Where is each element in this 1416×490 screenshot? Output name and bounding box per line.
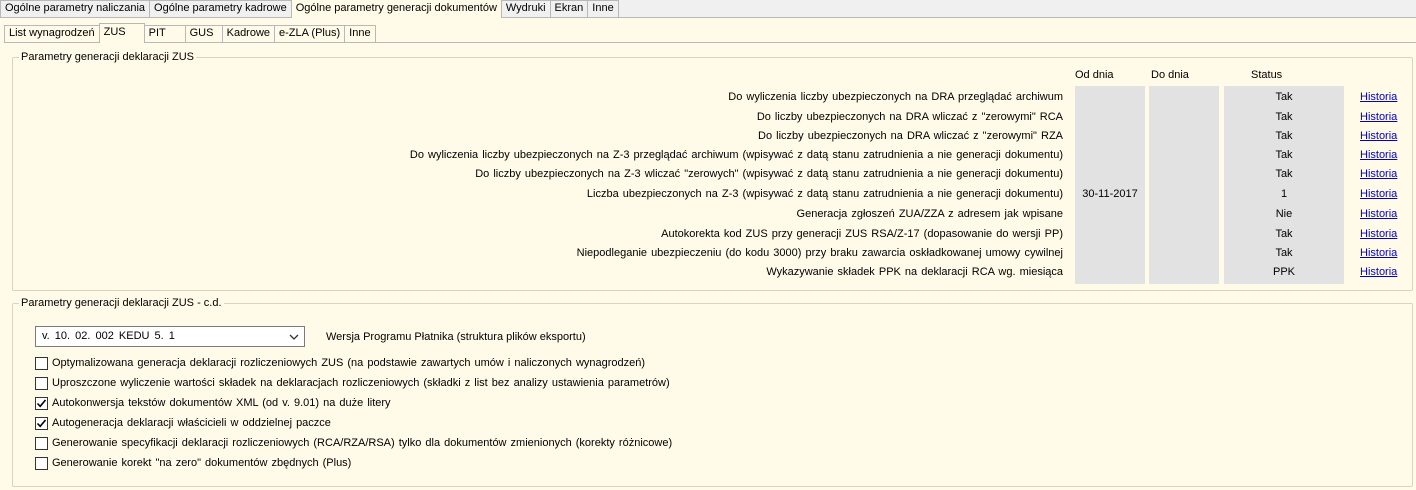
- status-cell[interactable]: Nie: [1224, 205, 1344, 225]
- checkbox-label: Generowanie specyfikacji deklaracji rozliczeniowych (RCA/RZA/RSA) tylko dla dokumentów zmienionych (korekty różnicowe): [52, 437, 673, 449]
- tab-inne[interactable]: Inne: [587, 0, 618, 17]
- parameter-row: [13, 165, 1412, 184]
- historia-link[interactable]: Historia: [1360, 228, 1398, 240]
- historia-link[interactable]: Historia: [1360, 168, 1398, 180]
- status-cell[interactable]: Tak: [1224, 127, 1344, 147]
- tab-ogolne-parametry-naliczania[interactable]: Ogólne parametry naliczania: [0, 0, 150, 17]
- checkmark-icon: [36, 398, 47, 409]
- od-dnia-cell[interactable]: [1075, 225, 1145, 245]
- sub-tab-bar: [4, 23, 1416, 43]
- historia-link[interactable]: Historia: [1360, 208, 1398, 220]
- do-dnia-cell[interactable]: [1149, 205, 1219, 225]
- historia-link[interactable]: Historia: [1360, 247, 1398, 259]
- option-checkbox-row[interactable]: [35, 455, 351, 471]
- parameter-label: Do wyliczenia liczby ubezpieczonych na DRA przeglądać archiwum: [728, 91, 1063, 103]
- column-header-do-dnia: Do dnia: [1151, 69, 1189, 81]
- status-cell[interactable]: Tak: [1224, 108, 1344, 128]
- historia-link[interactable]: Historia: [1360, 266, 1398, 278]
- historia-link[interactable]: Historia: [1360, 130, 1398, 142]
- parameter-label: Do wyliczenia liczby ubezpieczonych na Z-3 przeglądać archiwum (wpisywać z datą stanu zatrudnienia a nie generacji dokumentu): [409, 149, 1063, 161]
- status-cell[interactable]: PPK: [1224, 263, 1344, 283]
- zus-parameters-group: [12, 51, 1413, 291]
- od-dnia-cell[interactable]: [1075, 146, 1145, 166]
- option-checkbox-row[interactable]: [35, 375, 670, 391]
- tab-wydruki[interactable]: Wydruki: [501, 0, 551, 17]
- parameter-row: [13, 108, 1412, 127]
- do-dnia-cell[interactable]: [1149, 244, 1219, 264]
- group-title: Parametry generacji deklaracji ZUS - c.d.: [21, 297, 222, 309]
- historia-link[interactable]: Historia: [1360, 91, 1398, 103]
- parameter-label: Wykazywanie składek PPK na deklaracji RCA wg. miesiąca: [766, 266, 1063, 278]
- checkbox-label: Autogeneracja deklaracji właścicieli w oddzielnej paczce: [52, 417, 331, 429]
- checkbox[interactable]: [35, 457, 48, 470]
- status-cell[interactable]: Tak: [1224, 88, 1344, 108]
- main-tab-bar: [0, 0, 1416, 18]
- subtab-inne[interactable]: Inne: [344, 25, 375, 42]
- od-dnia-cell[interactable]: [1075, 244, 1145, 264]
- platnik-version-select[interactable]: [35, 326, 305, 347]
- parameter-row: [13, 205, 1412, 224]
- od-dnia-cell[interactable]: [1075, 205, 1145, 225]
- parameter-label: Niepodleganie ubezpieczeniu (do kodu 3000) przy braku zawarcia oskładkowanej umowy cywilnej: [576, 247, 1063, 259]
- parameter-row: [13, 88, 1412, 107]
- od-dnia-cell[interactable]: [1075, 108, 1145, 128]
- do-dnia-cell[interactable]: [1149, 225, 1219, 245]
- option-checkbox-row[interactable]: [35, 355, 645, 371]
- version-caption: Wersja Programu Płatnika (struktura plików eksportu): [326, 331, 586, 343]
- parameter-label: Autokorekta kod ZUS przy generacji ZUS RSA/Z-17 (dopasowanie do wersji PP): [661, 228, 1063, 240]
- parameter-row: [13, 263, 1412, 282]
- zus-parameters-continued-group: [12, 297, 1413, 487]
- parameter-row: [13, 146, 1412, 165]
- subtab-list-wynagrodzen[interactable]: List wynagrodzeń: [4, 25, 100, 42]
- option-checkbox-row[interactable]: [35, 435, 672, 451]
- subtab-pit[interactable]: PIT: [144, 25, 186, 42]
- checkbox[interactable]: [35, 417, 48, 430]
- subtab-e-zla[interactable]: e-ZLA (Plus): [274, 25, 345, 42]
- do-dnia-cell[interactable]: [1149, 88, 1219, 108]
- subtab-kadrowe[interactable]: Kadrowe: [222, 25, 275, 42]
- tab-ogolne-parametry-generacji-dokumentow[interactable]: Ogólne parametry generacji dokumentów: [291, 0, 502, 18]
- checkbox[interactable]: [35, 377, 48, 390]
- tab-ekran[interactable]: Ekran: [550, 0, 589, 17]
- do-dnia-cell[interactable]: [1149, 185, 1219, 205]
- parameter-row: [13, 225, 1412, 244]
- checkbox-label: Uproszczone wyliczenie wartości składek na deklaracjach rozliczeniowych (składki z list bez analizy ustawienia parametrów): [52, 377, 670, 389]
- subtab-zus[interactable]: ZUS: [99, 23, 145, 43]
- status-cell[interactable]: Tak: [1224, 146, 1344, 166]
- od-dnia-cell[interactable]: [1075, 127, 1145, 147]
- status-cell[interactable]: 1: [1224, 185, 1344, 205]
- od-dnia-cell[interactable]: [1075, 263, 1145, 283]
- parameter-label: Do liczby ubezpieczonych na DRA wliczać z "zerowymi" RCA: [756, 111, 1063, 123]
- selected-version: v. 10. 02. 002 KEDU 5. 1: [42, 330, 175, 342]
- od-dnia-cell[interactable]: [1075, 88, 1145, 108]
- parameter-label: Generacja zgłoszeń ZUA/ZZA z adresem jak wpisane: [796, 208, 1063, 220]
- od-dnia-cell[interactable]: [1075, 165, 1145, 185]
- group-title: Parametry generacji deklaracji ZUS: [21, 51, 195, 63]
- do-dnia-cell[interactable]: [1149, 127, 1219, 147]
- status-cell[interactable]: Tak: [1224, 244, 1344, 264]
- parameter-row: [13, 127, 1412, 146]
- option-checkbox-row[interactable]: [35, 415, 331, 431]
- checkmark-icon: [36, 418, 47, 429]
- column-header-od-dnia: Od dnia: [1075, 69, 1114, 81]
- checkbox[interactable]: [35, 357, 48, 370]
- parameter-label: Do liczby ubezpieczonych na DRA wliczać z "zerowymi" RZA: [758, 130, 1063, 142]
- column-header-status: Status: [1251, 69, 1283, 81]
- do-dnia-cell[interactable]: [1149, 165, 1219, 185]
- checkbox-label: Autokonwersja tekstów dokumentów XML (od v. 9.01) na duże litery: [52, 397, 391, 409]
- parameter-row: [13, 185, 1412, 204]
- checkbox[interactable]: [35, 437, 48, 450]
- status-cell[interactable]: Tak: [1224, 165, 1344, 185]
- checkbox-label: Generowanie korekt "na zero" dokumentów zbędnych (Plus): [52, 457, 352, 469]
- parameter-label: Do liczby ubezpieczonych na Z-3 wliczać "zerowych" (wpisywać z datą stanu zatrudnienia a nie generacji dokumentu): [475, 168, 1063, 180]
- checkbox[interactable]: [35, 397, 48, 410]
- historia-link[interactable]: Historia: [1360, 111, 1398, 123]
- historia-link[interactable]: Historia: [1360, 188, 1398, 200]
- do-dnia-cell[interactable]: [1149, 108, 1219, 128]
- tab-ogolne-parametry-kadrowe[interactable]: Ogólne parametry kadrowe: [149, 0, 292, 17]
- checkbox-label: Optymalizowana generacja deklaracji rozliczeniowych ZUS (na podstawie zawartych umów i naliczonych wynagrodzeń): [52, 357, 646, 369]
- od-dnia-cell[interactable]: 30-11-2017: [1075, 185, 1145, 205]
- parameter-label: Liczba ubezpieczonych na Z-3 (wpisywać z datą stanu zatrudnienia a nie generacji dokumentu): [586, 188, 1063, 200]
- subtab-gus[interactable]: GUS: [185, 25, 223, 42]
- option-checkbox-row[interactable]: [35, 395, 391, 411]
- do-dnia-cell[interactable]: [1149, 146, 1219, 166]
- status-cell[interactable]: Tak: [1224, 225, 1344, 245]
- chevron-down-icon[interactable]: [287, 327, 301, 346]
- historia-link[interactable]: Historia: [1360, 149, 1398, 161]
- do-dnia-cell[interactable]: [1149, 263, 1219, 283]
- parameter-row: [13, 244, 1412, 263]
